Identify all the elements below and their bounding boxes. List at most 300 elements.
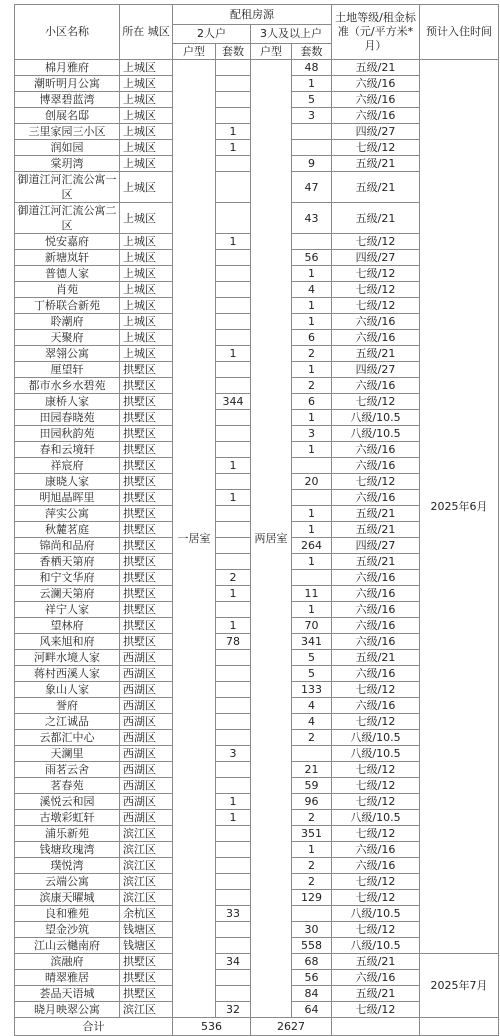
community-name: 明旭晶晖里	[15, 490, 120, 506]
land-level-rent: 七级/12	[332, 874, 420, 890]
district-cell: 拱墅区	[120, 506, 173, 522]
district-cell: 上城区	[120, 156, 173, 172]
community-name: 河畔水境人家	[15, 650, 120, 666]
two-person-count: 1	[216, 794, 251, 810]
three-plus-count: 2	[292, 874, 332, 890]
two-person-count	[216, 842, 251, 858]
land-level-rent: 八级/10.5	[332, 730, 420, 746]
district-cell: 上城区	[120, 60, 173, 76]
three-plus-count: 6	[292, 394, 332, 410]
community-name: 璞悦湾	[15, 858, 120, 874]
land-level-rent: 七级/12	[332, 890, 420, 906]
district-cell: 上城区	[120, 124, 173, 140]
two-person-count: 1	[216, 458, 251, 474]
two-person-count: 1	[216, 586, 251, 602]
land-level-rent: 五级/21	[332, 346, 420, 362]
land-level-rent: 八级/10.5	[332, 938, 420, 954]
community-name: 之江诚品	[15, 714, 120, 730]
two-person-count	[216, 172, 251, 203]
three-plus-count	[292, 490, 332, 506]
district-cell: 西湖区	[120, 778, 173, 794]
land-level-rent: 八级/10.5	[332, 810, 420, 826]
land-level-rent: 五级/21	[332, 954, 420, 970]
land-level-rent: 六级/16	[332, 378, 420, 394]
three-plus-count: 2	[292, 346, 332, 362]
community-name: 聆潮府	[15, 314, 120, 330]
three-plus-count: 30	[292, 922, 332, 938]
district-cell: 上城区	[120, 234, 173, 250]
district-cell: 西湖区	[120, 746, 173, 762]
three-plus-count: 1	[292, 76, 332, 92]
two-person-count	[216, 730, 251, 746]
land-level-rent: 六级/16	[332, 76, 420, 92]
two-person-count	[216, 858, 251, 874]
land-level-rent: 六级/16	[332, 842, 420, 858]
header-three-plus: 3人及以上户	[251, 25, 332, 44]
land-level-rent: 六级/16	[332, 634, 420, 650]
district-cell: 西湖区	[120, 682, 173, 698]
district-cell: 余杭区	[120, 906, 173, 922]
community-name: 滨融府	[15, 954, 120, 970]
header-three-unit-type: 户型	[251, 44, 292, 60]
three-plus-count: 56	[292, 970, 332, 986]
district-cell: 拱墅区	[120, 458, 173, 474]
three-plus-count	[292, 906, 332, 922]
district-cell: 拱墅区	[120, 394, 173, 410]
community-name: 钱塘玫瑰湾	[15, 842, 120, 858]
three-plus-count	[292, 140, 332, 156]
land-level-rent: 六级/16	[332, 858, 420, 874]
three-plus-count: 1	[292, 842, 332, 858]
district-cell: 上城区	[120, 314, 173, 330]
header-move-in-time: 预计入住时间	[420, 5, 499, 60]
rental-housing-table	[14, 4, 499, 1036]
community-name: 秋麓茗庭	[15, 522, 120, 538]
district-cell: 上城区	[120, 108, 173, 124]
community-name: 普德人家	[15, 266, 120, 282]
district-cell: 拱墅区	[120, 570, 173, 586]
community-name: 新塘岚轩	[15, 250, 120, 266]
total-land-empty	[332, 1018, 420, 1036]
table-row	[15, 60, 499, 76]
land-level-rent: 五级/21	[332, 986, 420, 1002]
three-plus-count: 47	[292, 172, 332, 203]
community-name: 潮昕明月公寓	[15, 76, 120, 92]
land-level-rent: 五级/21	[332, 650, 420, 666]
two-person-count	[216, 282, 251, 298]
three-plus-count: 1	[292, 554, 332, 570]
header-district: 所在 城区	[120, 5, 173, 60]
community-name: 望林府	[15, 618, 120, 634]
district-cell: 拱墅区	[120, 378, 173, 394]
three-plus-count: 2	[292, 810, 332, 826]
land-level-rent: 七级/12	[332, 794, 420, 810]
three-plus-count	[292, 458, 332, 474]
district-cell: 西湖区	[120, 810, 173, 826]
three-plus-count: 5	[292, 92, 332, 108]
three-plus-count: 9	[292, 156, 332, 172]
three-plus-count: 70	[292, 618, 332, 634]
three-plus-count: 43	[292, 203, 332, 234]
district-cell: 西湖区	[120, 698, 173, 714]
two-person-count	[216, 266, 251, 282]
district-cell: 滨江区	[120, 874, 173, 890]
three-plus-count: 1	[292, 266, 332, 282]
land-level-rent: 八级/10.5	[332, 906, 420, 922]
district-cell: 上城区	[120, 203, 173, 234]
two-person-count	[216, 554, 251, 570]
two-person-count	[216, 330, 251, 346]
land-level-rent: 七级/12	[332, 762, 420, 778]
district-cell: 西湖区	[120, 794, 173, 810]
district-cell: 上城区	[120, 140, 173, 156]
land-level-rent: 七级/12	[332, 140, 420, 156]
two-person-count: 1	[216, 124, 251, 140]
three-plus-count: 133	[292, 682, 332, 698]
land-level-rent: 六级/16	[332, 314, 420, 330]
district-cell: 西湖区	[120, 714, 173, 730]
district-cell: 上城区	[120, 346, 173, 362]
community-name: 古墩彩虹轩	[15, 810, 120, 826]
three-plus-count: 2	[292, 378, 332, 394]
district-cell: 滨江区	[120, 858, 173, 874]
three-plus-count	[292, 234, 332, 250]
land-level-rent: 六级/16	[332, 570, 420, 586]
two-person-count	[216, 986, 251, 1002]
land-level-rent: 四级/27	[332, 250, 420, 266]
land-level-rent: 七级/12	[332, 282, 420, 298]
district-cell: 拱墅区	[120, 362, 173, 378]
community-name: 锦尚和品府	[15, 538, 120, 554]
land-level-rent: 七级/12	[332, 714, 420, 730]
three-plus-count: 64	[292, 1002, 332, 1018]
district-cell: 上城区	[120, 266, 173, 282]
two-person-count	[216, 602, 251, 618]
community-name: 滨康天曜城	[15, 890, 120, 906]
two-person-count	[216, 890, 251, 906]
three-plus-count	[292, 746, 332, 762]
district-cell: 拱墅区	[120, 954, 173, 970]
district-cell: 上城区	[120, 282, 173, 298]
two-person-count	[216, 826, 251, 842]
land-level-rent: 七级/12	[332, 826, 420, 842]
two-person-count	[216, 203, 251, 234]
two-person-count	[216, 778, 251, 794]
two-person-count	[216, 92, 251, 108]
three-plus-count: 5	[292, 650, 332, 666]
community-name: 和宁文华府	[15, 570, 120, 586]
district-cell: 上城区	[120, 172, 173, 203]
community-name: 棉月雅府	[15, 60, 120, 76]
community-name: 天澜里	[15, 746, 120, 762]
community-name: 望金沙筑	[15, 922, 120, 938]
land-level-rent: 六级/16	[332, 666, 420, 682]
land-level-rent: 八级/10.5	[332, 426, 420, 442]
community-name: 风来旭和府	[15, 634, 120, 650]
land-level-rent: 七级/12	[332, 778, 420, 794]
community-name: 誉府	[15, 698, 120, 714]
header-two-person: 2人户	[173, 25, 251, 44]
move-in-june: 2025年6月	[420, 60, 499, 954]
total-move-in-empty	[420, 1018, 499, 1036]
three-plus-count: 1	[292, 298, 332, 314]
community-name: 翠翎公寓	[15, 346, 120, 362]
two-person-count	[216, 970, 251, 986]
three-plus-count: 4	[292, 714, 332, 730]
three-plus-count: 11	[292, 586, 332, 602]
three-plus-count: 3	[292, 426, 332, 442]
community-name: 祥宸府	[15, 458, 120, 474]
two-person-count	[216, 938, 251, 954]
community-name: 茗春苑	[15, 778, 120, 794]
two-person-count: 32	[216, 1002, 251, 1018]
community-name: 康晓人家	[15, 474, 120, 490]
total-two-person: 536	[173, 1018, 251, 1036]
three-plus-count: 1	[292, 522, 332, 538]
three-plus-count: 21	[292, 762, 332, 778]
two-person-count: 78	[216, 634, 251, 650]
land-level-rent: 七级/12	[332, 922, 420, 938]
community-name: 溪悦云和园	[15, 794, 120, 810]
district-cell: 拱墅区	[120, 554, 173, 570]
three-plus-count: 1	[292, 362, 332, 378]
three-plus-count	[292, 124, 332, 140]
land-level-rent: 四级/27	[332, 124, 420, 140]
community-name: 棠玥湾	[15, 156, 120, 172]
community-name: 云都汇中心	[15, 730, 120, 746]
three-plus-count: 1	[292, 410, 332, 426]
district-cell: 上城区	[120, 76, 173, 92]
two-person-count: 1	[216, 140, 251, 156]
district-cell: 西湖区	[120, 762, 173, 778]
community-name: 御道江河汇流公寓一区	[15, 172, 120, 203]
two-person-count	[216, 156, 251, 172]
district-cell: 拱墅区	[120, 602, 173, 618]
table-header	[15, 5, 499, 60]
two-person-count	[216, 76, 251, 92]
community-name: 云澜天第府	[15, 586, 120, 602]
land-level-rent: 六级/16	[332, 458, 420, 474]
land-level-rent: 七级/12	[332, 298, 420, 314]
two-person-count	[216, 538, 251, 554]
district-cell: 拱墅区	[120, 986, 173, 1002]
district-cell: 拱墅区	[120, 522, 173, 538]
land-level-rent: 六级/16	[332, 602, 420, 618]
three-plus-count: 129	[292, 890, 332, 906]
land-level-rent: 六级/16	[332, 442, 420, 458]
community-name: 肖苑	[15, 282, 120, 298]
land-level-rent: 六级/16	[332, 618, 420, 634]
three-plus-count: 20	[292, 474, 332, 490]
land-level-rent: 八级/10.5	[332, 746, 420, 762]
header-housing-source: 配租房源	[173, 5, 332, 25]
district-cell: 滨江区	[120, 826, 173, 842]
land-level-rent: 六级/16	[332, 330, 420, 346]
total-three-plus: 2627	[251, 1018, 332, 1036]
two-person-count: 33	[216, 906, 251, 922]
community-name: 蒋村西溪人家	[15, 666, 120, 682]
land-level-rent: 六级/16	[332, 108, 420, 124]
community-name: 云端公寓	[15, 874, 120, 890]
three-plus-count: 59	[292, 778, 332, 794]
community-name: 良和雅苑	[15, 906, 120, 922]
land-level-rent: 五级/21	[332, 554, 420, 570]
two-person-count: 34	[216, 954, 251, 970]
district-cell: 拱墅区	[120, 634, 173, 650]
land-level-rent: 六级/16	[332, 698, 420, 714]
three-plus-count: 264	[292, 538, 332, 554]
land-level-rent: 六级/16	[332, 92, 420, 108]
move-in-july: 2025年7月	[420, 954, 499, 1018]
district-cell: 西湖区	[120, 650, 173, 666]
land-level-rent: 五级/21	[332, 506, 420, 522]
community-name: 田园春晓苑	[15, 410, 120, 426]
land-level-rent: 五级/21	[332, 203, 420, 234]
two-person-count	[216, 314, 251, 330]
three-plus-count: 4	[292, 698, 332, 714]
two-person-count	[216, 714, 251, 730]
two-person-count: 2	[216, 570, 251, 586]
two-person-count	[216, 762, 251, 778]
district-cell: 拱墅区	[120, 490, 173, 506]
district-cell: 滨江区	[120, 890, 173, 906]
land-level-rent: 七级/12	[332, 682, 420, 698]
land-level-rent: 五级/21	[332, 522, 420, 538]
three-plus-count: 4	[292, 282, 332, 298]
two-person-count	[216, 922, 251, 938]
two-person-count: 1	[216, 234, 251, 250]
two-person-count: 1	[216, 346, 251, 362]
community-name: 晴翠雅居	[15, 970, 120, 986]
land-level-rent: 七级/12	[332, 394, 420, 410]
two-person-count	[216, 410, 251, 426]
district-cell: 拱墅区	[120, 474, 173, 490]
district-cell: 滨江区	[120, 1002, 173, 1018]
community-name: 春和云境轩	[15, 442, 120, 458]
three-plus-count: 48	[292, 60, 332, 76]
two-person-count: 1	[216, 810, 251, 826]
land-level-rent: 五级/21	[332, 60, 420, 76]
district-cell: 拱墅区	[120, 426, 173, 442]
community-name: 象山人家	[15, 682, 120, 698]
community-name: 田园秋韵苑	[15, 426, 120, 442]
community-name: 三里家园三小区	[15, 124, 120, 140]
district-cell: 西湖区	[120, 666, 173, 682]
total-label: 合计	[15, 1018, 173, 1036]
two-person-count	[216, 698, 251, 714]
land-level-rent: 七级/12	[332, 474, 420, 490]
two-person-count	[216, 298, 251, 314]
three-plus-count: 2	[292, 730, 332, 746]
two-person-count	[216, 426, 251, 442]
two-person-count	[216, 474, 251, 490]
three-plus-count: 3	[292, 108, 332, 124]
header-land-level-rent: 土地等级/租金标准（元/平方米*月）	[332, 5, 420, 60]
two-person-count	[216, 522, 251, 538]
two-person-count: 1	[216, 490, 251, 506]
three-plus-count: 5	[292, 666, 332, 682]
community-name: 荟品天语城	[15, 986, 120, 1002]
two-person-unit-type: 一居室	[173, 60, 216, 1018]
land-level-rent: 四级/27	[332, 362, 420, 378]
land-level-rent: 六级/16	[332, 490, 420, 506]
three-plus-count: 68	[292, 954, 332, 970]
community-name: 浦乐新苑	[15, 826, 120, 842]
header-two-count: 套数	[216, 44, 251, 60]
three-plus-count: 1	[292, 442, 332, 458]
three-plus-count: 96	[292, 794, 332, 810]
two-person-count	[216, 378, 251, 394]
community-name: 天聚府	[15, 330, 120, 346]
district-cell: 上城区	[120, 330, 173, 346]
community-name: 创展名邸	[15, 108, 120, 124]
two-person-count	[216, 362, 251, 378]
community-name: 润如园	[15, 140, 120, 156]
land-level-rent: 七级/12	[332, 266, 420, 282]
two-person-count	[216, 108, 251, 124]
district-cell: 滨江区	[120, 842, 173, 858]
three-plus-count: 2	[292, 858, 332, 874]
district-cell: 钱塘区	[120, 922, 173, 938]
community-name: 雨茗云舍	[15, 762, 120, 778]
three-plus-count: 351	[292, 826, 332, 842]
district-cell: 拱墅区	[120, 538, 173, 554]
three-plus-count: 558	[292, 938, 332, 954]
three-plus-count: 6	[292, 330, 332, 346]
three-plus-count	[292, 570, 332, 586]
district-cell: 上城区	[120, 92, 173, 108]
land-level-rent: 五级/21	[332, 172, 420, 203]
community-name: 悦安嘉府	[15, 234, 120, 250]
land-level-rent: 八级/10.5	[332, 410, 420, 426]
three-plus-count: 1	[292, 314, 332, 330]
district-cell: 拱墅区	[120, 586, 173, 602]
district-cell: 上城区	[120, 250, 173, 266]
three-plus-count: 84	[292, 986, 332, 1002]
two-person-count	[216, 682, 251, 698]
two-person-count	[216, 666, 251, 682]
three-plus-count: 1	[292, 602, 332, 618]
three-plus-count: 1	[292, 506, 332, 522]
community-name: 香栖天第府	[15, 554, 120, 570]
district-cell: 拱墅区	[120, 970, 173, 986]
land-level-rent: 七级/12	[332, 1002, 420, 1018]
two-person-count: 1	[216, 618, 251, 634]
land-level-rent: 七级/12	[332, 234, 420, 250]
community-name: 厘望轩	[15, 362, 120, 378]
land-level-rent: 六级/16	[332, 586, 420, 602]
community-name: 都市水乡水碧苑	[15, 378, 120, 394]
community-name: 祥宁人家	[15, 602, 120, 618]
two-person-count	[216, 60, 251, 76]
district-cell: 拱墅区	[120, 410, 173, 426]
three-plus-count: 341	[292, 634, 332, 650]
district-cell: 上城区	[120, 298, 173, 314]
two-person-count: 344	[216, 394, 251, 410]
community-name: 江山云樾南府	[15, 938, 120, 954]
district-cell: 拱墅区	[120, 618, 173, 634]
two-person-count	[216, 874, 251, 890]
district-cell: 拱墅区	[120, 442, 173, 458]
district-cell: 钱塘区	[120, 938, 173, 954]
two-person-count: 3	[216, 746, 251, 762]
header-community-name: 小区名称	[15, 5, 120, 60]
community-name: 晓月映翠公寓	[15, 1002, 120, 1018]
three-plus-unit-type: 两居室	[251, 60, 292, 1018]
community-name: 御道江河汇流公寓二区	[15, 203, 120, 234]
header-three-count: 套数	[292, 44, 332, 60]
land-level-rent: 五级/21	[332, 156, 420, 172]
